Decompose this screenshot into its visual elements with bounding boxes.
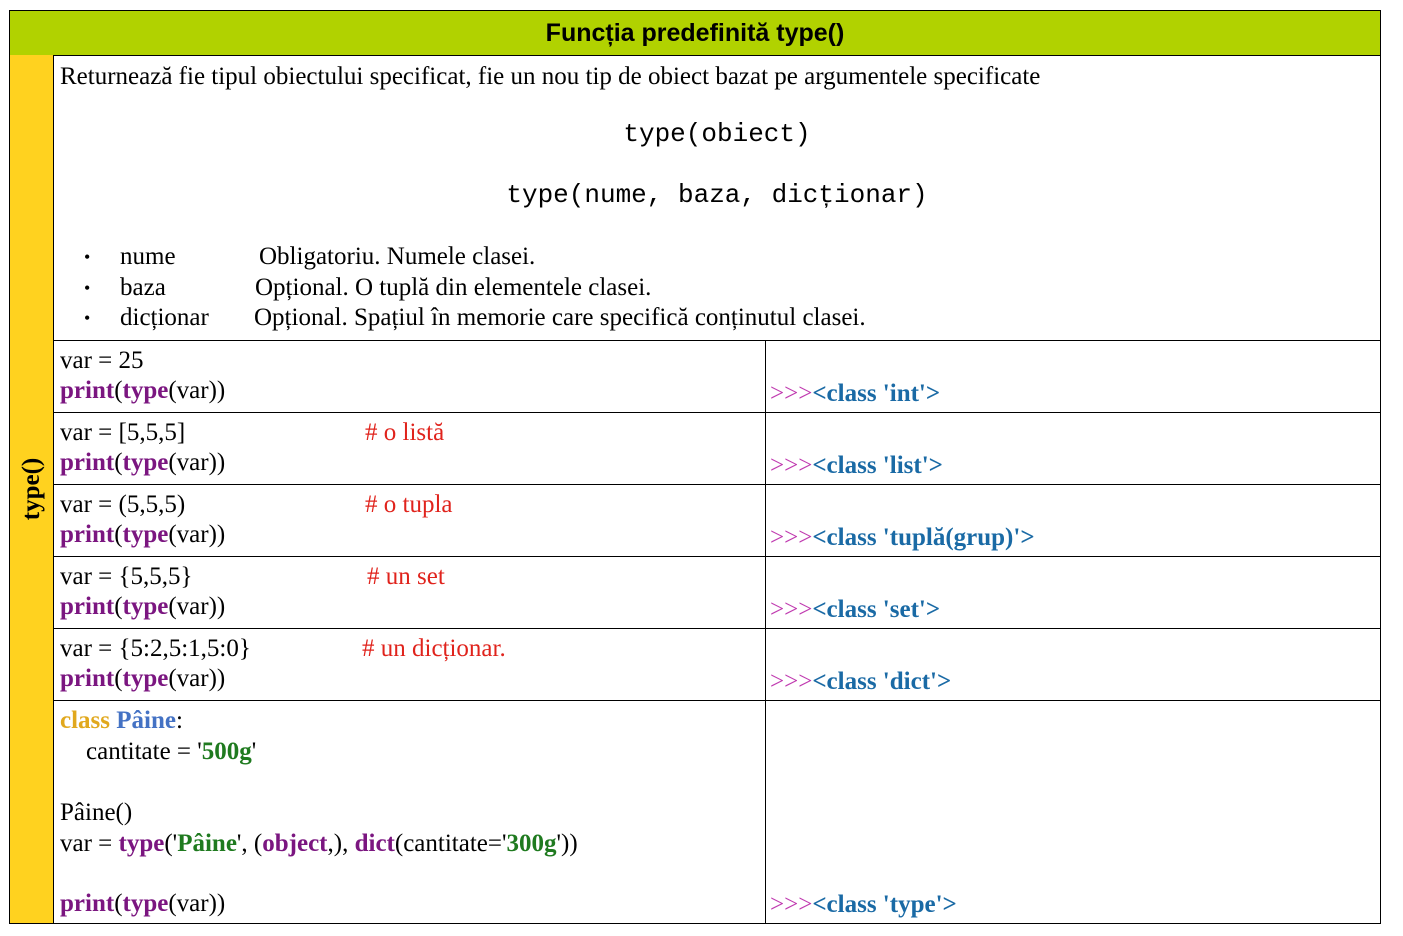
example-code (54, 341, 766, 412)
bullet-icon: • (84, 247, 91, 267)
code-line: print(type(var)) (60, 449, 226, 476)
arg-mid: ', ( (236, 830, 263, 857)
example-row (54, 341, 1380, 413)
bullet-icon: • (84, 278, 91, 298)
print-keyword: print (60, 377, 115, 404)
type-keyword: type (122, 665, 169, 692)
example-output (766, 485, 1380, 556)
print-keyword: print (60, 890, 115, 917)
code-line: print(type(var)) (60, 593, 226, 620)
prompt: >>> (770, 668, 813, 695)
output-result: <class 'dict'> (812, 668, 952, 695)
print-keyword: print (60, 665, 115, 692)
string-value: Pâine (177, 830, 237, 857)
param-name: dicționar (120, 304, 209, 331)
example-output (766, 557, 1380, 628)
string-value: 500g (201, 738, 252, 765)
code-line: Pâine() (60, 799, 133, 826)
prompt: >>> (770, 891, 813, 918)
side-label: type() (17, 457, 45, 521)
object-keyword: object (262, 830, 328, 857)
class-name: Pâine (116, 707, 176, 734)
code-comment: # un dicționar. (362, 635, 506, 662)
function-reference-table (9, 10, 1381, 924)
output-result: <class 'type'> (812, 891, 957, 918)
prompt: >>> (770, 452, 813, 479)
example-code (54, 485, 766, 556)
output-result: <class 'int'> (812, 380, 941, 407)
example-output (766, 341, 1380, 412)
attr-assign: cantitate = ' (86, 738, 202, 765)
colon: : (175, 707, 183, 734)
output-line (770, 596, 940, 624)
dict-keyword: dict (354, 830, 395, 857)
code-line: var = {5,5,5} (60, 563, 193, 590)
string-value: 300g (506, 830, 557, 857)
print-args: (var)) (168, 665, 226, 692)
syntax-line-1: type(obiect) (623, 119, 811, 149)
example-row (54, 485, 1380, 557)
dict-open: (cantitate=' (394, 830, 507, 857)
print-keyword: print (60, 593, 115, 620)
code-comment: # o listă (365, 419, 445, 446)
output-result: <class 'set'> (812, 596, 941, 623)
var-prefix: var = (60, 830, 119, 857)
side-label-cell (10, 55, 54, 923)
param-name: nume (120, 243, 176, 270)
code-line: var = {5:2,5:1,5:0} (60, 635, 251, 662)
print-args: (var)) (168, 890, 226, 917)
print-keyword: print (60, 449, 115, 476)
example-row (54, 629, 1380, 701)
class-keyword: class (60, 707, 110, 734)
prompt: >>> (770, 524, 813, 551)
page-title: Funcția predefinită type() (10, 11, 1380, 56)
dict-close: ')) (556, 830, 578, 857)
syntax-line-2: type(nume, baza, dicționar) (506, 180, 928, 210)
arg-mid2: ,), (327, 830, 355, 857)
example-output (766, 701, 1380, 923)
code-line (86, 738, 256, 766)
arg-open: (' (164, 830, 178, 857)
type-keyword: type (122, 377, 169, 404)
code-line: print(type(var)) (60, 521, 226, 548)
output-line (770, 380, 940, 408)
print-args: (var)) (168, 593, 226, 620)
code-line: var = 25 (60, 347, 144, 374)
example-output (766, 629, 1380, 700)
param-desc: Opțional. Spațiul în memorie care specifică conținutul clasei. (254, 304, 866, 331)
output-line (770, 668, 951, 696)
bullet-icon: • (84, 308, 91, 328)
prompt: >>> (770, 596, 813, 623)
example-code (54, 557, 766, 628)
print-args: (var)) (168, 377, 226, 404)
print-args: (var)) (168, 521, 226, 548)
description-intro: Returnează fie tipul obiectului specificat, fie un nou tip de obiect bazat pe argumentele specificate (60, 63, 1041, 90)
print-args: (var)) (168, 449, 226, 476)
example-row-class (54, 701, 1380, 923)
output-line (770, 452, 943, 480)
code-line (60, 830, 578, 858)
param-desc: Opțional. O tuplă din elementele clasei. (255, 274, 652, 301)
example-code (54, 629, 766, 700)
type-keyword: type (122, 449, 169, 476)
code-comment: # o tupla (365, 491, 453, 518)
output-line (770, 524, 1035, 552)
code-line: print(type(var)) (60, 665, 226, 692)
code-line: print(type(var)) (60, 890, 226, 917)
code-line: var = [5,5,5] (60, 419, 186, 446)
example-row (54, 413, 1380, 485)
print-keyword: print (60, 521, 115, 548)
type-keyword: type (118, 830, 165, 857)
example-row (54, 557, 1380, 629)
type-keyword: type (122, 593, 169, 620)
example-code (54, 413, 766, 484)
type-keyword: type (122, 890, 169, 917)
code-line: print(type(var)) (60, 377, 226, 404)
type-keyword: type (122, 521, 169, 548)
output-line (770, 891, 957, 919)
example-code (54, 701, 766, 923)
output-result: <class 'tuplă(grup)'> (812, 524, 1035, 551)
prompt: >>> (770, 380, 813, 407)
code-comment: # un set (367, 563, 445, 590)
param-desc: Obligatoriu. Numele clasei. (259, 243, 536, 270)
quote: ' (251, 738, 257, 765)
code-line: var = (5,5,5) (60, 491, 186, 518)
param-name: baza (120, 274, 166, 301)
code-line (60, 707, 183, 735)
example-output (766, 413, 1380, 484)
description-cell (54, 55, 1380, 341)
output-result: <class 'list'> (812, 452, 943, 479)
